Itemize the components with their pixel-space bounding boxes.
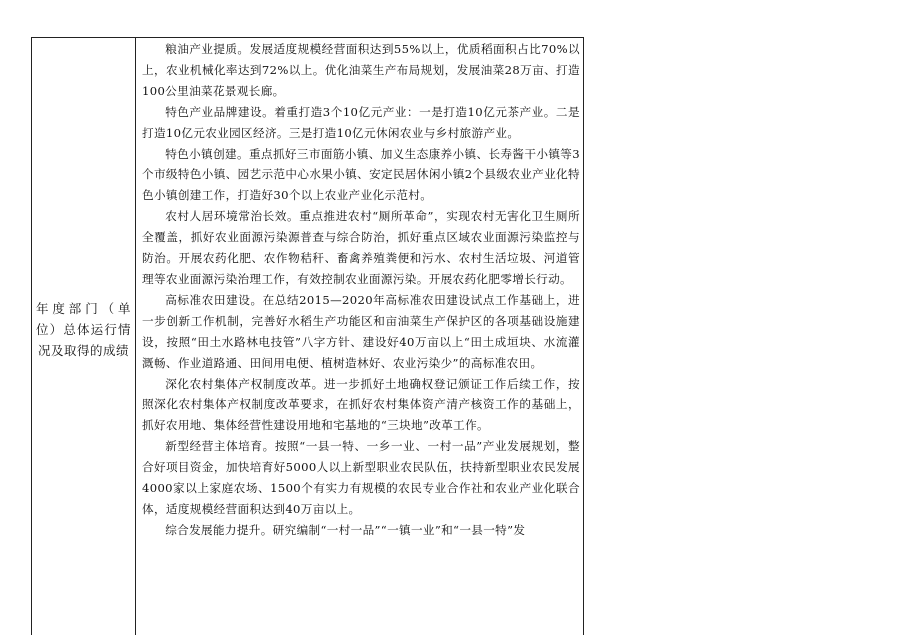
paragraph-rural-environment: 农村人居环境常治长效。重点推进农村“厕所革命”，实现农村无害化卫生厕所全覆盖，抓好农业面源污染源普查与综合防治，抓好重点区域农业面源污染监控与防治。开展农药化肥、农作物秸秆、畜禽养殖粪便和污水、农村生活垃圾、河道管理等农业面源污染治理工作，有效控制农业面源污染。开展农药化肥零增长行动。 [142, 209, 580, 286]
row-label-cell [32, 38, 136, 635]
paragraph-development-capacity: 综合发展能力提升。研究编制“一村一品”“一镇一业”和“一县一特”发 [165, 522, 526, 537]
report-table [31, 37, 584, 635]
paragraph-new-operators: 新型经营主体培育。按照“一县一特、一乡一业、一村一品”产业发展规划，整合好项目资金，加快培育好5000人以上新型职业农民队伍，扶持新型职业农民发展4000家以上家庭农场、1500个有实力有规模的农民专业合作社和农业产业化联合体，适度规模经营面积达到40万亩以上。 [142, 439, 580, 516]
paragraph-property-reform: 深化农村集体产权制度改革。进一步抓好土地确权登记颁证工作后续工作，按照深化农村集体产权制度改革要求，在抓好农村集体资产清产核资工作的基础上，抓好农用地、集体经营性建设用地和宅基地的“三块地”改革工作。 [142, 376, 580, 433]
paragraph-grain-oil: 粮油产业提质。发展适度规模经营面积达到55%以上，优质稻面积占比70%以上，农业机械化率达到72%以上。优化油菜生产布局规划，发展油菜28万亩、打造100公里油菜花景观长廊。 [142, 42, 580, 98]
row-label: 年度部门（单位）总体运行情况及取得的成绩 [36, 301, 131, 358]
content-cell [136, 38, 583, 635]
paragraph-farmland: 高标准农田建设。在总结2015—2020年高标准农田建设试点工作基础上，进一步创新工作机制，完善好水稻生产功能区和亩油菜生产保护区的各项基础设施建设，按照“田土水路林电技管”八字方针、建设好40万亩以上“田土成垣块、水流灌溉畅、作业道路通、田间用电便、植树造林好、农业污染少”的高标准农田。 [142, 292, 580, 370]
paragraph-featured-towns: 特色小镇创建。重点抓好三市面筋小镇、加义生态康养小镇、长寿酱干小镇等3个市级特色小镇、园艺示范中心水果小镇、安定民居休闲小镇2个县级农业产业化特色小镇创建工作，打造好30个以上农业产业化示范村。 [142, 146, 580, 203]
paragraph-brand-building: 特色产业品牌建设。着重打造3个10亿元产业：一是打造10亿元茶产业。二是打造10亿元农业园区经济。三是打造10亿元休闲农业与乡村旅游产业。 [142, 104, 580, 140]
